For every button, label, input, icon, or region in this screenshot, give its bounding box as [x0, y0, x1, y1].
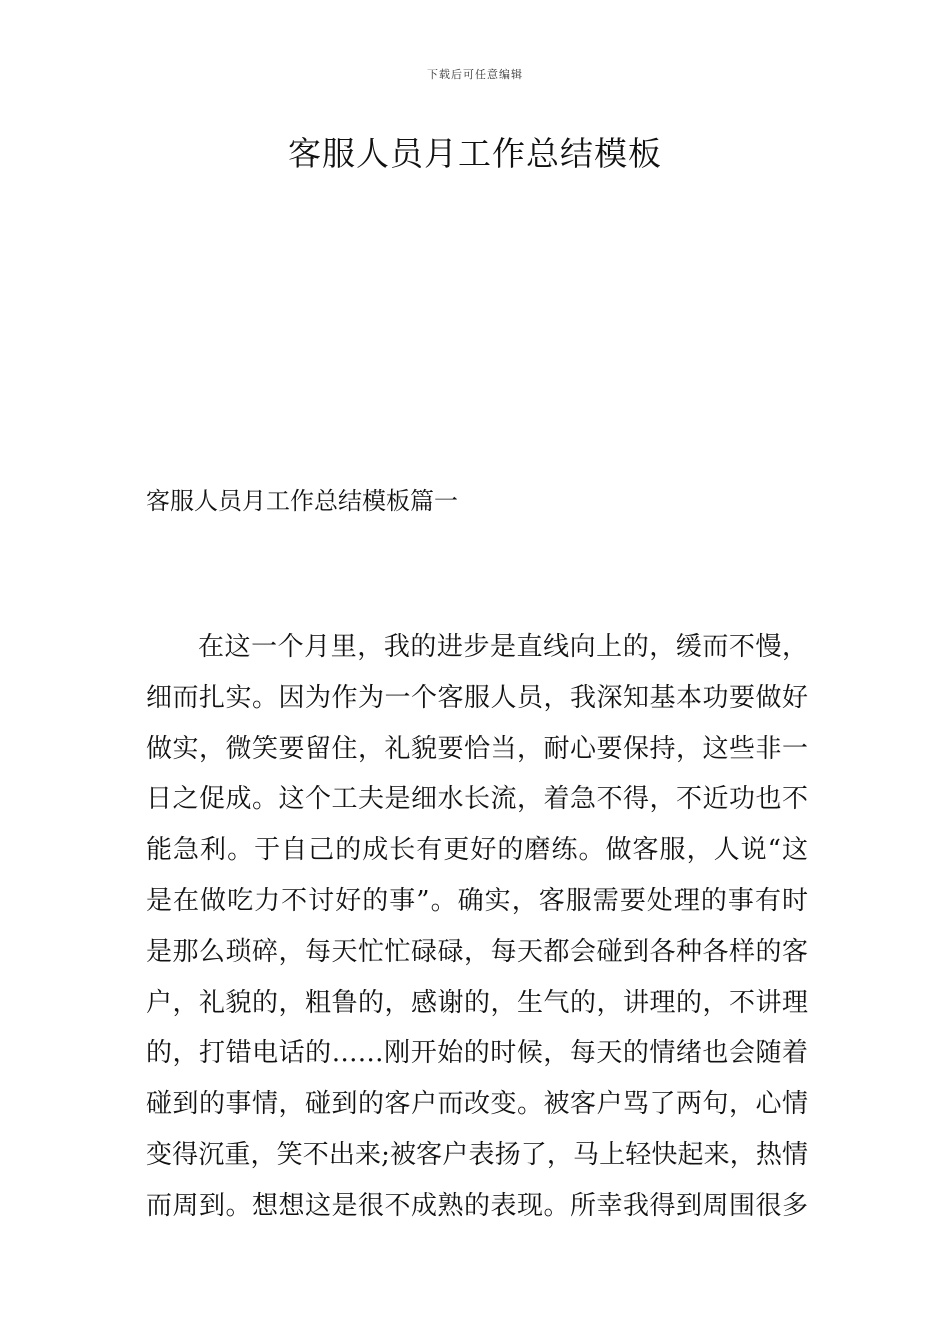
- body-line: 是在做吃力不讨好的事”。确实，客服需要处理的事有时: [146, 885, 808, 916]
- body-line: 变得沉重，笑不出来;被客户表扬了，马上轻快起来，热情: [146, 1139, 808, 1170]
- body-line: 的，打错电话的……刚开始的时候，每天的情绪也会随着: [146, 1038, 808, 1069]
- body-line: 户，礼貌的，粗鲁的，感谢的，生气的，讲理的，不讲理: [146, 987, 808, 1018]
- body-line: 碰到的事情，碰到的客户而改变。被客户骂了两句，心情: [146, 1089, 808, 1120]
- body-line: 是那么琐碎，每天忙忙碌碌，每天都会碰到各种各样的客: [146, 936, 808, 967]
- body-text: [146, 622, 808, 1232]
- body-line: 细而扎实。因为作为一个客服人员，我深知基本功要做好: [146, 682, 808, 713]
- body-line: 而周到。想想这是很不成熟的表现。所幸我得到周围很多: [146, 1190, 808, 1221]
- header-note: 下载后可任意编辑: [427, 68, 523, 81]
- section-heading: 客服人员月工作总结模板篇一: [146, 487, 458, 515]
- body-line: 在这一个月里，我的进步是直线向上的，缓而不慢，: [198, 632, 808, 662]
- body-line: 日之促成。这个工夫是细水长流，着急不得，不近功也不: [146, 784, 808, 815]
- body-line: 能急利。于自己的成长有更好的磨练。做客服，人说“这: [146, 835, 808, 866]
- document-title: 客服人员月工作总结模板: [288, 134, 662, 173]
- body-line: 做实，微笑要留住，礼貌要恰当，耐心要保持，这些非一: [146, 733, 808, 764]
